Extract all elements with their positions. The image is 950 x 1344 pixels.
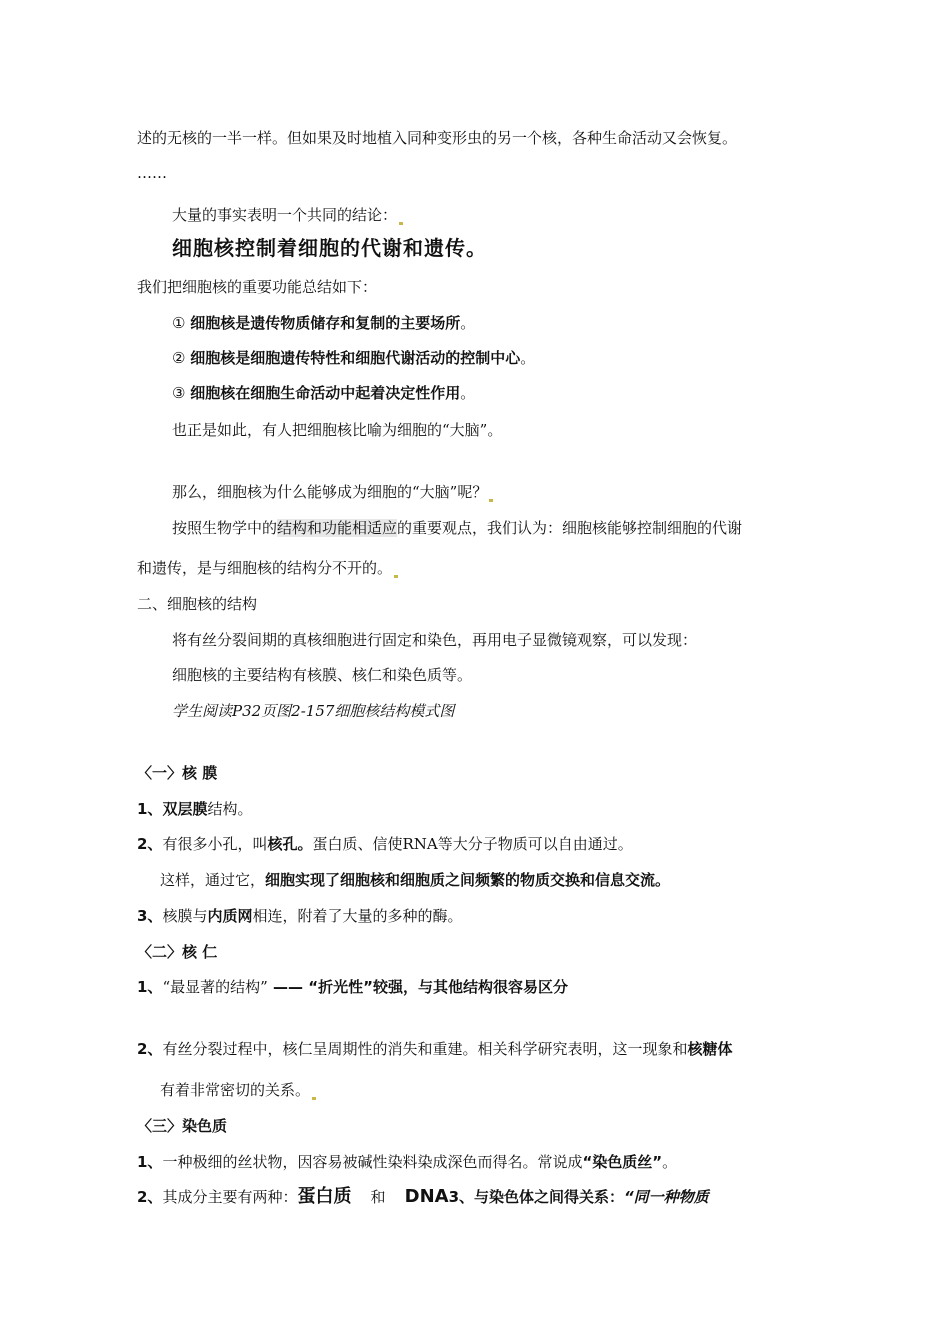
body-text: 将有丝分裂间期的真核细胞进行固定和染色，再用电子显微镜观察，可以发现： [172,631,698,649]
body-text: 那么，细胞核为什么能够成为细胞的“大脑”呢？ [172,482,493,502]
edit-marker-icon [489,499,493,502]
list-item: 1、“最显著的结构” —— “折光性”较强，与其他结构很容易区分 [137,978,568,996]
body-text: 也正是如此，有人把细胞核比喻为细胞的“大脑”。 [172,421,503,439]
list-item-continued: 有着非常密切的关系。 [160,1080,316,1100]
list-item: 2、其成分主要有两种：蛋白质 和 DNA3、与染色体之间得关系：“同一种物质 [137,1186,709,1207]
body-text: 述的无核的一半一样。但如果及时地植入同种变形虫的另一个核，各种生命活动又会恢复。 [137,129,738,147]
list-item: 2、有很多小孔，叫核孔。蛋白质、信使RNA等大分子物质可以自由通过。 [137,835,633,853]
function-item-1: ① 细胞核是遗传物质储存和复制的主要场所。 [172,314,476,332]
body-text: 按照生物学中的结构和功能相适应的重要观点，我们认为：细胞核能够控制细胞的代谢 [172,519,743,537]
function-item-2: ② 细胞核是细胞遗传特性和细胞代谢活动的控制中心。 [172,349,536,367]
subsection-heading: 〈三〉染色质 [137,1117,228,1135]
body-text: 细胞核的主要结构有核膜、核仁和染色质等。 [172,666,473,684]
body-text: 我们把细胞核的重要功能总结如下： [137,278,378,296]
edit-marker-icon [399,222,403,225]
list-item: 3、核膜与内质网相连，附着了大量的多种的酶。 [137,907,463,925]
reading-note: 学生阅读P32页图2-157细胞核结构模式图 [172,702,455,720]
edit-marker-icon [312,1097,316,1100]
body-text: 和遗传，是与细胞核的结构分不开的。 [137,558,398,578]
list-item: 1、双层膜结构。 [137,800,253,818]
ellipsis: …… [137,164,167,182]
conclusion-heading: 细胞核控制着细胞的代谢和遗传。 [172,236,487,260]
list-item: 2、有丝分裂过程中，核仁呈周期性的消失和重建。相关科学研究表明，这一现象和核糖体 [137,1040,733,1058]
list-item: 1、一种极细的丝状物，因容易被碱性染料染成深色而得名。常说成“染色质丝”。 [137,1153,678,1171]
section-heading: 二、细胞核的结构 [137,595,258,613]
function-item-3: ③ 细胞核在细胞生命活动中起着决定性作用。 [172,384,476,402]
body-text: 大量的事实表明一个共同的结论： [172,205,403,225]
subsection-heading: 〈一〉核 膜 [137,764,218,782]
list-item-continued: 这样，通过它，细胞实现了细胞核和细胞质之间频繁的物质交换和信息交流。 [160,871,671,889]
edit-marker-icon [394,575,398,578]
highlighted-phrase: 结构和功能相适应 [277,519,398,537]
subsection-heading: 〈二〉核 仁 [137,943,218,961]
